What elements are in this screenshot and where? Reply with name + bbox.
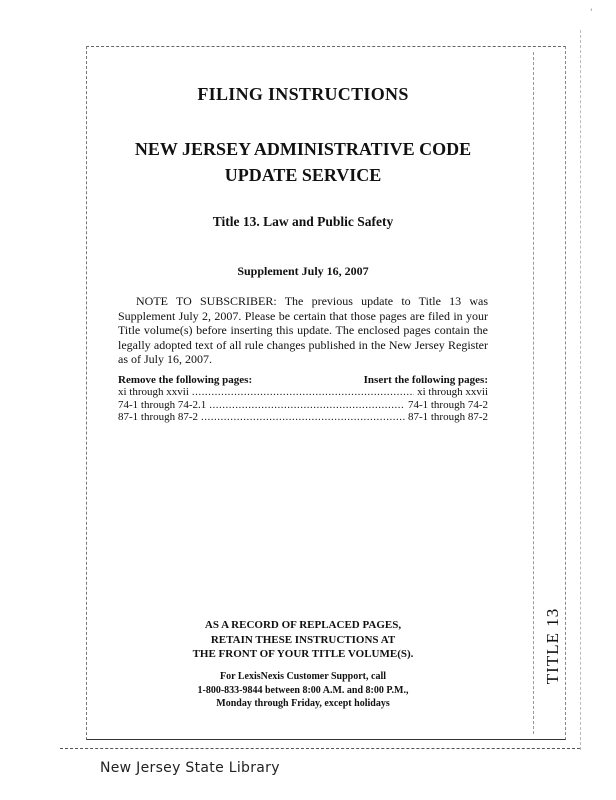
insert-cell: 87-1 through 87-2 [407,411,488,424]
library-stamp: New Jersey State Library [100,760,280,776]
insert-cell: xi through xxvii [417,386,488,398]
dot-leader [192,386,414,399]
pages-table [118,374,488,424]
bottom-rule [60,748,580,749]
support-phone: 1-800-833-9844 between 8:00 A.M. and 8:00 P.M., [197,684,409,696]
code-title-line-1: NEW JERSEY ADMINISTRATIVE CODE [134,139,472,159]
table-row [118,386,488,399]
insert-header: Insert the following pages: [363,374,488,386]
code-title-block [118,136,488,188]
remove-cell: 87-1 through 87-2 [118,411,199,424]
dot-leader [201,411,405,424]
record-notice [118,618,488,662]
heading-block [118,84,488,105]
remove-header: Remove the following pages: [118,374,253,386]
table-row [118,399,488,412]
support-line-1: For LexisNexis Customer Support, call [219,671,386,682]
record-line-2: RETAIN THESE INSTRUCTIONS AT [210,633,396,646]
title-tab [538,600,568,692]
title-tab-label: TITLE 13 [543,607,563,685]
code-title-line-2: UPDATE SERVICE [224,165,382,185]
record-line-1: AS A RECORD OF REPLACED PAGES, [204,619,402,631]
remove-cell: 74-1 through 74-2.1 [118,398,207,411]
title-subtitle: Title 13. Law and Public Safety [212,214,394,229]
pages-header [118,374,488,386]
supplement-date: Supplement July 16, 2007 [237,264,369,278]
insert-cell: 74-1 through 74-2 [407,398,488,411]
filing-instructions-title: FILING INSTRUCTIONS [197,84,409,104]
support-hours: Monday through Friday, except holidays [216,698,390,709]
support-info [118,670,488,711]
record-line-3: THE FRONT OF YOUR TITLE VOLUME(S). [192,648,414,660]
corner-mark: ' [590,8,593,18]
edge-marks [580,30,581,750]
table-row [118,411,488,424]
dot-leader [209,399,405,412]
subscriber-note: NOTE TO SUBSCRIBER: The previous update to Title 13 was Supplement July 2, 2007. Please be certain that those pages are filed in your Title volume(s) before inserting this update. The enclosed pages contain the legally adopted text of all rule changes published in the New Jersey Register as of July 16, 2007. [118,294,488,367]
remove-cell: xi through xxvii [118,386,189,398]
